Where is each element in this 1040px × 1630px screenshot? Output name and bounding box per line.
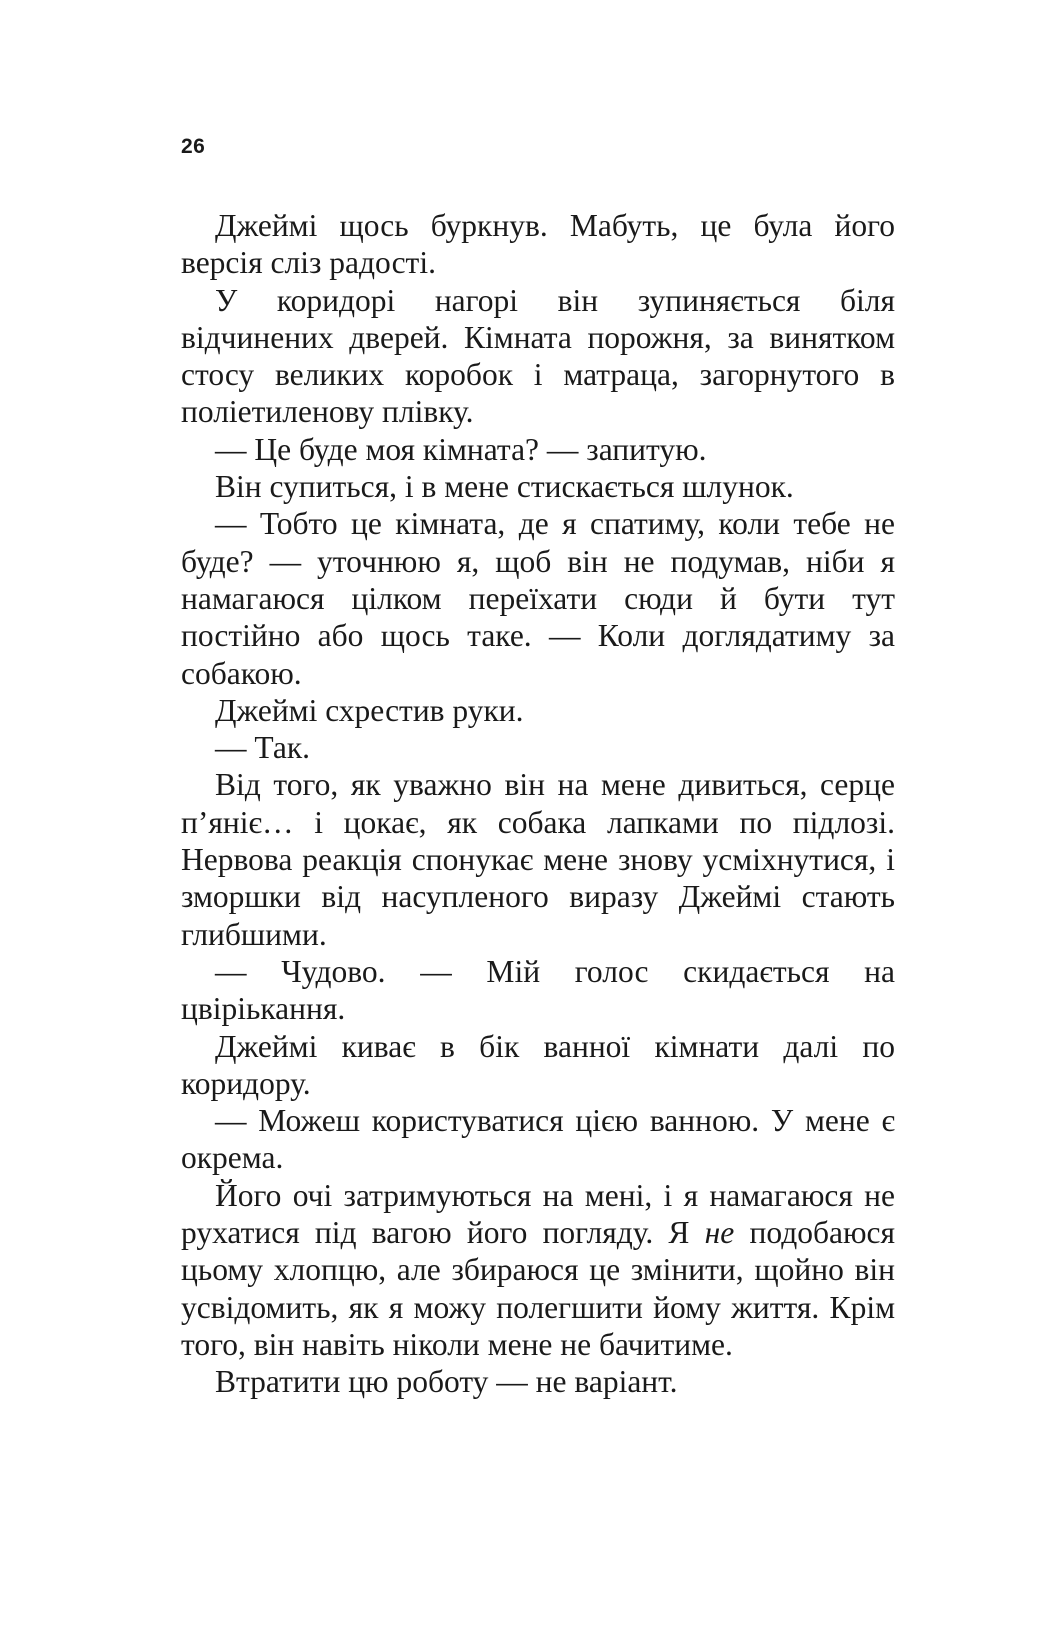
body-text — [181, 207, 895, 1401]
paragraph-1: Джеймі щось буркнув. Мабуть, це була його версія сліз радості. — [181, 208, 895, 281]
paragraph-3: — Це буде моя кімната? — запитую. — [215, 431, 707, 467]
paragraph-4: Він супиться, і в мене стискається шлунок. — [215, 469, 794, 505]
paragraph-9: — Чудово. — Мій голос скидається на цвіріькання. — [181, 953, 895, 1027]
paragraph-13: Втратити цю роботу — не варіант. — [215, 1364, 678, 1400]
paragraph-6: Джеймі схрестив руки. — [215, 692, 524, 728]
paragraph-10: Джеймі киває в бік ванної кімнати далі по коридору. — [181, 1028, 895, 1101]
paragraph-12-after: подобаюся цьому хлопцю, але збираюся це змінити, щойно він усвідомить, як я можу полегшити йому життя. Крім того, він навіть ніколи мене не бачитиме. — [181, 1215, 895, 1362]
paragraph-5: — Тобто це кімната, де я спатиму, коли тебе не буде? — уточнюю я, щоб він не подумав, ніби я намагаюся цілком переїхати сюди й бути тут постійно або щось таке. — Коли доглядатиму за собакою. — [181, 506, 895, 691]
page-number: 26 — [181, 135, 206, 158]
paragraph-8: Від того, як уважно він на мене дивиться, серце п’яніє… і цокає, як собака лапками по підлозі. Нервова реакція спонукає мене знову усміхнутися, і зморшки від насупленого виразу Джеймі стають глибшими. — [181, 767, 895, 952]
paragraph-11: — Можеш користуватися цією ванною. У мене є окрема. — [181, 1103, 895, 1176]
paragraph-12-before: Його очі затримуються на мені, і я намагаюся не рухатися під вагою його погляду. Я — [181, 1177, 895, 1251]
paragraph-12 — [181, 1177, 895, 1363]
paragraph-2: У коридорі нагорі він зупиняється біля відчинених дверей. Кімната порожня, за винятком стосу великих коробок і матраца, загорнутого в поліетиленову плівку. — [181, 282, 895, 430]
paragraph-12-emphasis: не — [704, 1215, 735, 1251]
paragraph-7: — Так. — [215, 730, 310, 766]
